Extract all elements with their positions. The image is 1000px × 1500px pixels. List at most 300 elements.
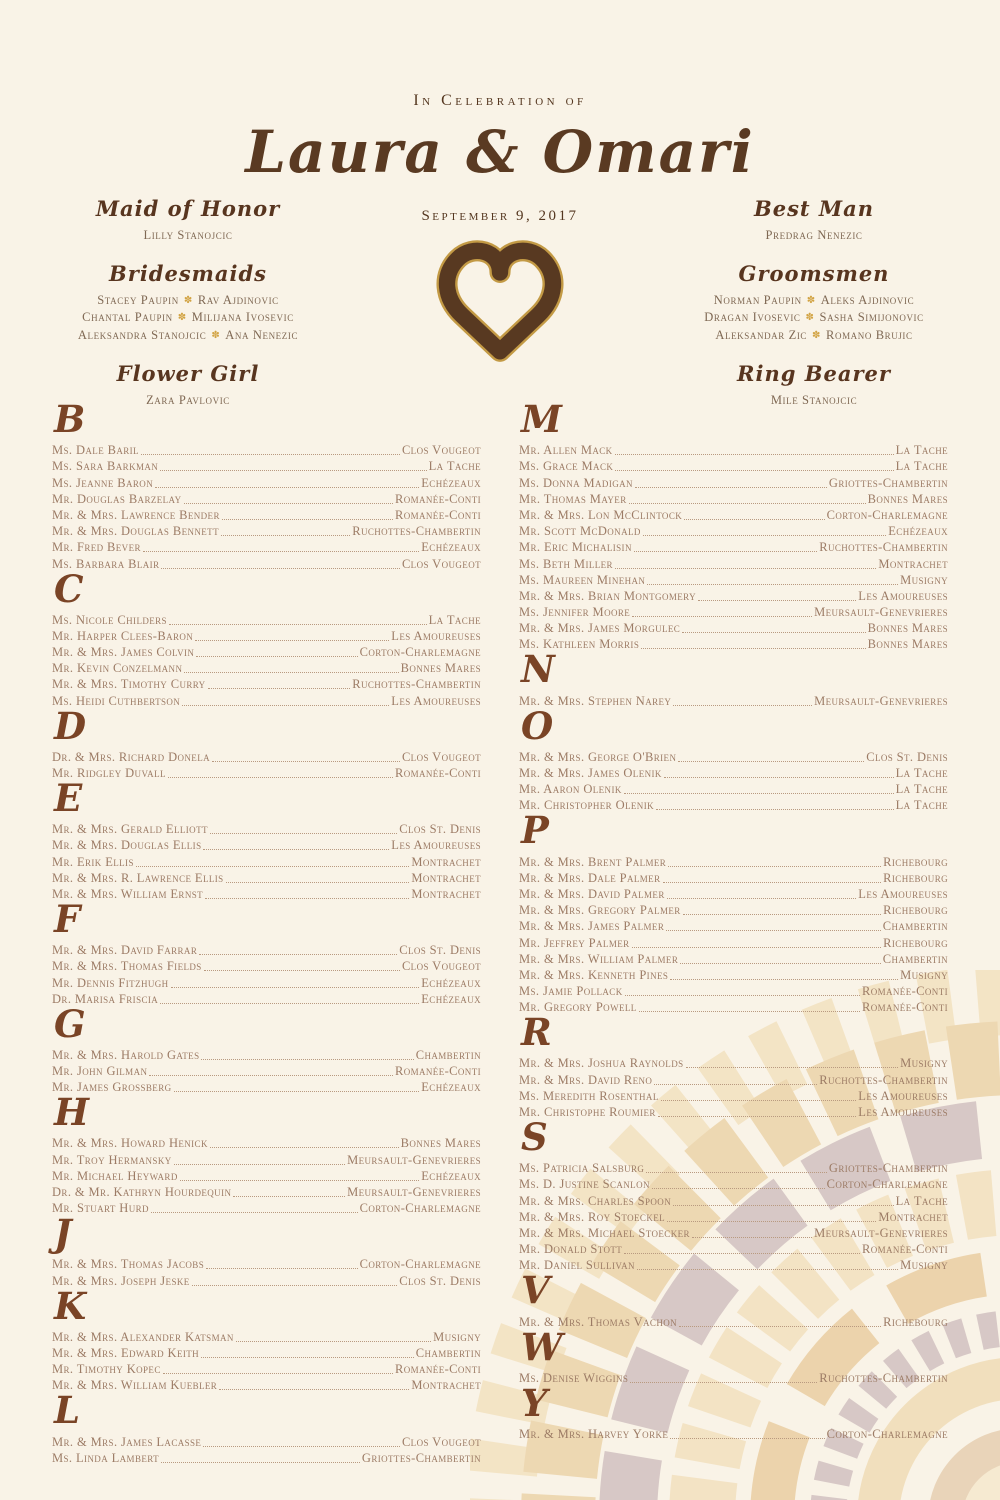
guest-name: Mr. & Mrs. Stephen Narey xyxy=(519,693,672,708)
guest-name: Mr. Christophe Roumier xyxy=(519,1105,656,1119)
guest-row xyxy=(52,644,481,660)
guest-row xyxy=(519,1071,948,1087)
guest-name: Mr. & Mrs. Joseph Jeske xyxy=(52,1273,190,1288)
guest-table-name: Chambertin xyxy=(415,1047,481,1062)
dotted-leader xyxy=(151,1212,358,1213)
guest-table-name: Romanée-Conti xyxy=(394,1362,481,1377)
party-member-line xyxy=(18,292,358,310)
guest-name: Ms. Meredith Rosenthal xyxy=(519,1088,659,1103)
dotted-leader xyxy=(199,954,397,955)
guest-row xyxy=(519,1209,948,1225)
guest-row xyxy=(52,853,481,869)
guest-name: Mr. & Mrs. Lon McClintock xyxy=(519,507,683,522)
guest-name: Ms. Donna Madigan xyxy=(519,475,633,490)
dotted-leader xyxy=(670,979,898,980)
guest-row xyxy=(52,692,481,708)
guest-row xyxy=(52,1377,481,1393)
guest-table-name: Romanée-Conti xyxy=(394,491,481,506)
guest-row xyxy=(519,491,948,507)
guest-table-name: Clos St. Denis xyxy=(399,1273,481,1288)
guest-row xyxy=(519,1055,948,1071)
guest-name: Mr. Allen Mack xyxy=(519,443,613,458)
dotted-leader xyxy=(643,535,886,536)
guest-table-name: Romanée-Conti xyxy=(861,984,948,999)
dotted-leader xyxy=(221,535,350,536)
guest-row xyxy=(519,1241,948,1257)
letter-section xyxy=(52,776,481,902)
guest-table-name: Clos St. Denis xyxy=(399,943,481,958)
guest-table-name: Montrachet xyxy=(411,1378,481,1393)
dotted-leader xyxy=(654,1084,817,1085)
guest-row xyxy=(52,1135,481,1151)
guest-table-name: Echézeaux xyxy=(421,1080,481,1095)
party-member-name: Aleks Ajdinovic xyxy=(820,292,915,307)
section-letter: W xyxy=(521,1324,563,1369)
dotted-leader xyxy=(163,1373,393,1374)
guest-table-name: Clos Vougeot xyxy=(401,959,481,974)
guest-name: Mr. Daniel Sullivan xyxy=(519,1258,635,1273)
guest-table-name: Ruchottes-Chambertin xyxy=(819,540,948,555)
party-member-name: Predrag Nenezic xyxy=(765,228,863,242)
groom-party-block xyxy=(644,196,984,426)
guest-row xyxy=(52,676,481,692)
letter-section xyxy=(52,703,481,781)
guest-row xyxy=(52,1200,481,1216)
guest-name: Ms. Dale Baril xyxy=(52,443,139,458)
dotted-leader xyxy=(686,1067,899,1068)
guest-row xyxy=(519,918,948,934)
guest-table-name: Bonnes Mares xyxy=(400,661,481,676)
guest-name: Ms. Maureen Minehan xyxy=(519,572,646,587)
section-letter: S xyxy=(521,1115,548,1159)
guest-row xyxy=(52,507,481,523)
guest-name: Mr. & Mrs. Thomas Vachon xyxy=(519,1314,678,1329)
dotted-leader xyxy=(652,1188,825,1189)
dotted-leader xyxy=(226,882,410,883)
guest-name: Mr. & Mrs. Lawrence Bender xyxy=(52,507,220,522)
guest-table-name: La Tache xyxy=(428,459,481,474)
guest-name: Mr. Scott McDonald xyxy=(519,524,641,539)
guest-name: Mr. Fred Bever xyxy=(52,540,141,555)
party-group xyxy=(18,196,358,244)
bride-party-block xyxy=(18,196,358,426)
guest-table-name: Romanée-Conti xyxy=(861,1000,948,1015)
guest-name: Mr. & Mrs. Brent Palmer xyxy=(519,854,667,869)
guest-row xyxy=(52,491,481,507)
guest-table-name: Richebourg xyxy=(883,935,948,950)
guest-table-name: La Tache xyxy=(895,766,948,780)
guest-name: Mr. & Mrs. James Morgulec xyxy=(519,621,681,636)
dotted-leader xyxy=(141,454,400,455)
flower-separator-icon: ✽ xyxy=(806,294,816,306)
guest-name: Mr. & Mrs. James Lacasse xyxy=(52,1434,202,1449)
guest-name: Mr. Kevin Conzelmann xyxy=(52,661,183,676)
guest-row xyxy=(52,1047,481,1063)
guest-table-name: Les Amoureuses xyxy=(391,693,481,708)
guest-table-name: Bonnes Mares xyxy=(867,491,948,506)
guest-row xyxy=(519,886,948,902)
guest-row xyxy=(519,1088,948,1104)
guest-table-name: Les Amoureuses xyxy=(858,886,948,901)
dotted-leader xyxy=(180,1180,420,1181)
dotted-leader xyxy=(629,503,866,504)
guest-table-name: Griottes-Chambertin xyxy=(828,1161,948,1176)
guest-name: Mr. & Mrs. Charles Spoon xyxy=(519,1193,672,1208)
dotted-leader xyxy=(155,487,419,488)
dotted-leader xyxy=(624,793,894,794)
guest-row xyxy=(519,1313,948,1329)
party-member-line xyxy=(644,309,984,327)
dotted-leader xyxy=(222,519,393,520)
letter-section xyxy=(52,1001,481,1096)
party-member-name: Milijana Ivosevic xyxy=(191,310,294,324)
dotted-leader xyxy=(632,947,882,948)
dotted-leader xyxy=(678,761,864,762)
dotted-leader xyxy=(663,882,882,883)
guest-table-name: Musigny xyxy=(900,572,948,587)
guest-table-name: Meursault-Genevrieres xyxy=(814,1225,948,1240)
guest-name: Mr. Donald Stott xyxy=(519,1242,623,1257)
guest-name: Mr. & Mrs. David Palmer xyxy=(519,886,665,901)
dotted-leader xyxy=(233,1196,345,1197)
guest-row xyxy=(52,1079,481,1095)
dotted-leader xyxy=(680,963,880,964)
letter-section xyxy=(52,896,481,1007)
guest-table-name: Echézeaux xyxy=(421,975,481,990)
guest-table-name: Musigny xyxy=(900,967,948,982)
guest-row xyxy=(52,974,481,990)
guest-name: Mr. & Mrs. Kenneth Pines xyxy=(519,967,669,982)
guest-row xyxy=(519,1426,948,1442)
dotted-leader xyxy=(684,519,825,520)
guest-row xyxy=(52,458,481,474)
flower-separator-icon: ✽ xyxy=(177,312,187,323)
dotted-leader xyxy=(203,849,389,850)
section-letter: C xyxy=(54,566,84,611)
guest-name: Ms. Barbara Blair xyxy=(52,556,160,571)
dotted-leader xyxy=(630,1382,817,1383)
guest-table-name: Bonnes Mares xyxy=(867,637,948,652)
dotted-leader xyxy=(698,600,856,601)
guest-row xyxy=(52,1433,481,1449)
guest-name: Mr. & Mrs. David Farrar xyxy=(52,943,198,958)
guest-name: Mr. & Mrs. James Olenik xyxy=(519,766,662,780)
party-role-title: Flower Girl xyxy=(116,361,260,386)
dotted-leader xyxy=(174,1164,345,1165)
guest-table-name: Ruchottes-Chambertin xyxy=(352,677,481,692)
guest-table-name: Clos Vougeot xyxy=(401,749,481,764)
section-letter: H xyxy=(54,1090,89,1135)
guest-table-name: Ruchottes-Chambertin xyxy=(819,1072,948,1087)
guest-table-name: Corton-Charlemagne xyxy=(359,645,481,660)
guest-table-name: Romanée-Conti xyxy=(394,1064,481,1079)
guest-name: Mr. Ridgley Duvall xyxy=(52,766,166,780)
section-letter: N xyxy=(521,647,555,692)
guest-table-name: Chambertin xyxy=(882,951,948,966)
dotted-leader xyxy=(615,454,894,455)
guest-name: Ms. Beth Miller xyxy=(519,556,613,571)
guest-name: Ms. Heidi Cuthbertson xyxy=(52,693,181,708)
party-member-name: Stacey Paupin xyxy=(97,292,179,307)
guest-name: Ms. Patricia Salsburg xyxy=(519,1161,645,1176)
guest-name: Mr. Dennis Fitzhugh xyxy=(52,975,169,990)
guest-row xyxy=(52,837,481,853)
guest-name: Mr. & Mrs. Gerald Elliott xyxy=(52,822,208,837)
guest-table-name: Meursault-Genevrieres xyxy=(814,605,948,620)
guest-name: Mr. & Mrs. George O'Brien xyxy=(519,749,677,764)
guest-table-name: Echézeaux xyxy=(421,475,481,490)
guest-table-name: Clos St. Denis xyxy=(399,822,481,837)
guest-row xyxy=(52,1168,481,1184)
guest-name: Mr. & Mrs. James Colvin xyxy=(52,645,195,660)
dotted-leader xyxy=(195,640,389,641)
guest-row xyxy=(519,588,948,604)
guest-row xyxy=(519,604,948,620)
dotted-leader xyxy=(637,1269,898,1270)
guest-table-name: Clos Vougeot xyxy=(401,556,481,571)
section-letter: R xyxy=(521,1010,552,1055)
party-member-name: Aleksandra Stanojcic xyxy=(77,327,207,342)
dotted-leader xyxy=(641,648,865,649)
guest-row xyxy=(52,942,481,958)
section-letter: M xyxy=(521,397,562,441)
flower-separator-icon: ✽ xyxy=(812,329,822,341)
dotted-leader xyxy=(201,1059,413,1060)
guest-name: Mr. & Mrs. William Kuebler xyxy=(52,1378,218,1393)
guest-row xyxy=(52,555,481,571)
guest-table-name: Meursault-Genevrieres xyxy=(347,1185,481,1199)
letter-section xyxy=(52,1388,481,1465)
letter-section xyxy=(52,1283,481,1394)
dotted-leader xyxy=(136,866,410,867)
party-member-name: Mile Stanojcic xyxy=(770,393,858,407)
guest-name: Mr. Christopher Olenik xyxy=(519,798,654,813)
guest-row xyxy=(52,660,481,676)
party-member-name: Dragan Ivosevic xyxy=(704,310,801,324)
letter-section xyxy=(52,1211,481,1288)
guest-row xyxy=(519,523,948,539)
guest-row xyxy=(519,999,948,1015)
guest-name: Mr. Thomas Mayer xyxy=(519,491,627,506)
guest-row xyxy=(519,1257,948,1273)
guest-table-name: Musigny xyxy=(900,1056,948,1071)
guest-name: Mr. Eric Michalisin xyxy=(519,540,632,555)
party-member-line xyxy=(644,227,984,244)
section-letter: E xyxy=(54,776,83,820)
guest-row xyxy=(519,507,948,523)
guest-name: Mr. & Mrs. Howard Henick xyxy=(52,1136,208,1151)
guest-name: Dr. & Mr. Kathryn Hourdequin xyxy=(52,1185,232,1199)
party-member-name: Romano Brujic xyxy=(826,327,913,342)
party-group xyxy=(644,196,984,244)
guest-table-name: La Tache xyxy=(895,443,948,458)
guest-name: Ms. Grace Mack xyxy=(519,459,614,474)
letter-section xyxy=(519,1380,948,1442)
guest-row xyxy=(519,1192,948,1208)
guest-name: Mr. James Grossberg xyxy=(52,1080,172,1095)
guest-table-name: Meursault-Genevrieres xyxy=(814,693,948,708)
celebration-kicker: In Celebration of xyxy=(413,92,587,109)
guest-row xyxy=(519,636,948,652)
letter-section xyxy=(519,647,948,708)
guest-table-name: Chambertin xyxy=(415,1345,481,1360)
guest-row xyxy=(52,886,481,902)
guest-name: Ms. Nicole Childers xyxy=(52,612,167,627)
dotted-leader xyxy=(184,503,393,504)
flower-separator-icon: ✽ xyxy=(805,312,815,323)
guest-row xyxy=(52,1345,481,1361)
dotted-leader xyxy=(160,1003,419,1004)
guest-table-name: Romanée-Conti xyxy=(861,1242,948,1257)
party-group xyxy=(18,261,358,345)
guest-table-name: Echézeaux xyxy=(888,524,948,539)
guest-name: Ms. Jamie Pollack xyxy=(519,984,623,999)
guest-table-name: Montrachet xyxy=(411,886,481,901)
party-group xyxy=(644,261,984,345)
guest-name: Mr. & Mrs. Harvey Yorke xyxy=(519,1426,669,1441)
guest-table-name: Clos Vougeot xyxy=(401,443,481,458)
guest-name: Mr. & Mrs. Roy Stoeckel xyxy=(519,1209,666,1224)
guest-name: Mr. & Mrs. Michael Stoecker xyxy=(519,1225,690,1240)
dotted-leader xyxy=(692,1237,812,1238)
guest-table-name: Griottes-Chambertin xyxy=(361,1450,481,1465)
guest-name: Mr. & Mrs. Edward Keith xyxy=(52,1345,200,1360)
dotted-leader xyxy=(679,1326,881,1327)
guest-name: Ms. Kathleen Morris xyxy=(519,637,640,652)
guest-row xyxy=(519,951,948,967)
section-letter: G xyxy=(54,1001,86,1046)
party-role-title: Bridesmaids xyxy=(109,260,267,286)
guest-row xyxy=(519,1104,948,1120)
dotted-leader xyxy=(168,777,393,778)
dotted-leader xyxy=(210,1147,399,1148)
guest-name: Mr. Erik Ellis xyxy=(52,854,134,869)
dotted-leader xyxy=(658,1116,856,1117)
dotted-leader xyxy=(667,1221,876,1222)
guest-row xyxy=(519,458,948,474)
dotted-leader xyxy=(203,1446,400,1447)
guest-table-name: Corton-Charlemagne xyxy=(359,1257,481,1272)
guest-table-name: Bonnes Mares xyxy=(867,621,948,636)
wedding-date: September 9, 2017 xyxy=(421,208,579,224)
guest-row xyxy=(519,572,948,588)
party-member-name: Zara Pavlovic xyxy=(146,393,230,407)
guest-row xyxy=(519,692,948,708)
dotted-leader xyxy=(160,470,426,471)
party-member-name: Chantal Paupin xyxy=(82,310,173,324)
guest-name: Mr. & Mrs. Thomas Fields xyxy=(52,959,202,974)
guest-row xyxy=(519,1160,948,1176)
guest-row xyxy=(519,539,948,555)
guest-row xyxy=(519,749,948,765)
guest-table-name: Clos St. Denis xyxy=(866,749,948,764)
guest-table-name: Corton-Charlemagne xyxy=(826,1426,948,1441)
dotted-leader xyxy=(661,1100,857,1101)
guest-name: Mr. & Mrs. Joshua Raynolds xyxy=(519,1056,684,1071)
guest-table-name: Les Amoureuses xyxy=(391,838,481,853)
guest-name: Mr. & Mrs. Douglas Ellis xyxy=(52,838,202,853)
guest-name: Mr. & Mrs. R. Lawrence Ellis xyxy=(52,870,224,885)
guest-row xyxy=(519,967,948,983)
guest-name: Mr. Douglas Barzelay xyxy=(52,491,182,506)
dotted-leader xyxy=(208,688,351,689)
guest-table-name: Corton-Charlemagne xyxy=(826,1177,948,1192)
guest-name: Mr. Gregory Powell xyxy=(519,1000,637,1015)
guest-table-name: Romanée-Conti xyxy=(394,766,481,780)
guest-row xyxy=(519,1176,948,1192)
guest-name: Mr. & Mrs. Thomas Jacobs xyxy=(52,1257,205,1272)
guest-table-name: Montrachet xyxy=(411,854,481,869)
party-member-name: Aleksandar Zic xyxy=(715,327,808,342)
guest-row xyxy=(519,620,948,636)
heart-icon xyxy=(432,238,568,369)
letter-section xyxy=(519,1115,948,1273)
letter-section xyxy=(519,1268,948,1329)
guest-row xyxy=(519,853,948,869)
guest-table-name: Richebourg xyxy=(883,903,948,918)
guest-row xyxy=(52,1151,481,1167)
guest-row xyxy=(52,1272,481,1288)
party-member-name: Rav Ajdinovic xyxy=(197,292,279,307)
guest-row xyxy=(519,797,948,813)
guest-name: Mr. & Mrs. Douglas Bennett xyxy=(52,524,219,539)
guest-name: Dr. & Mrs. Richard Donela xyxy=(52,749,210,764)
guest-row xyxy=(519,1370,948,1386)
guest-row xyxy=(519,474,948,490)
guest-name: Mr. & Mrs. David Reno xyxy=(519,1072,653,1087)
dotted-leader xyxy=(656,809,894,810)
dotted-leader xyxy=(615,470,893,471)
guest-name: Ms. Jennifer Moore xyxy=(519,605,631,620)
guest-row xyxy=(52,1063,481,1079)
section-letter: V xyxy=(521,1268,550,1313)
guest-name: Ms. Linda Lambert xyxy=(52,1450,160,1465)
guest-name: Ms. Jeanne Baron xyxy=(52,475,154,490)
dotted-leader xyxy=(625,995,860,996)
section-letter: D xyxy=(54,703,87,748)
letter-section xyxy=(519,703,948,814)
dotted-leader xyxy=(219,1389,409,1390)
dotted-leader xyxy=(639,1011,860,1012)
section-letter: L xyxy=(54,1388,81,1433)
dotted-leader xyxy=(210,833,397,834)
dotted-leader xyxy=(666,930,880,931)
guest-table-name: Montrachet xyxy=(878,556,948,571)
dotted-leader xyxy=(646,1172,827,1173)
guest-table-name: La Tache xyxy=(428,612,481,627)
guest-table-name: La Tache xyxy=(895,798,948,813)
guest-row xyxy=(519,934,948,950)
section-letter: P xyxy=(521,808,549,853)
guest-name: Mr. & Mrs. Brian Montgomery xyxy=(519,588,696,603)
dotted-leader xyxy=(171,987,420,988)
guest-name: Mr. Timothy Kopec xyxy=(52,1362,161,1377)
guest-table-name: Richebourg xyxy=(883,854,948,869)
dotted-leader xyxy=(205,898,409,899)
guest-table-name: Clos Vougeot xyxy=(401,1434,481,1449)
dotted-leader xyxy=(161,1462,360,1463)
flower-separator-icon: ✽ xyxy=(211,329,221,341)
guest-row xyxy=(519,555,948,571)
dotted-leader xyxy=(670,1438,824,1439)
dotted-leader xyxy=(169,624,427,625)
guest-table-name: La Tache xyxy=(895,459,948,474)
guest-name: Mr. & Mrs. Alexander Katsman xyxy=(52,1329,234,1344)
party-member-line xyxy=(18,309,358,327)
guest-table-name: La Tache xyxy=(895,782,948,797)
dotted-leader xyxy=(143,551,419,552)
flower-separator-icon: ✽ xyxy=(183,294,193,306)
